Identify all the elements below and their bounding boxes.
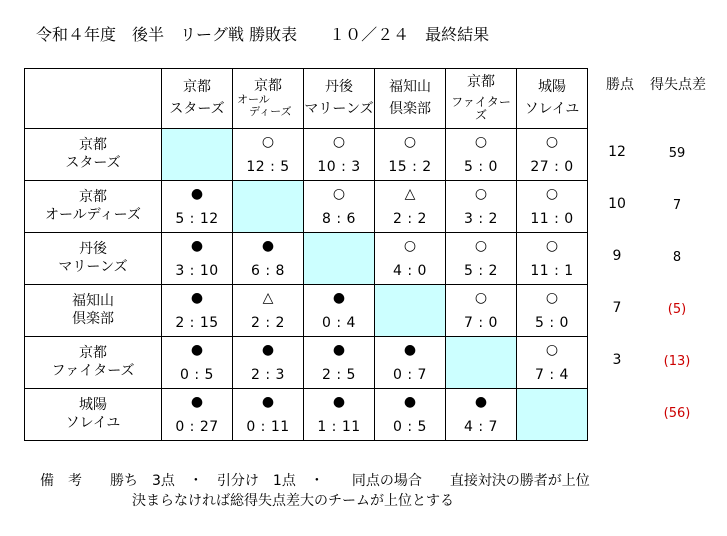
- result-cell: [304, 129, 375, 181]
- table-row: [25, 233, 588, 285]
- diagonal-cell: [162, 129, 233, 181]
- row-team-name: 城陽 ソレイユ: [25, 389, 162, 441]
- result-cell: [517, 181, 588, 233]
- result-cell: [304, 181, 375, 233]
- result-cell: [446, 285, 517, 337]
- score-text: 1 : 11: [317, 418, 361, 435]
- col-header: 京都 ファイターズ: [446, 69, 517, 129]
- score-text: 2 : 5: [322, 366, 356, 383]
- points-value: 12: [608, 144, 626, 160]
- row-team-name: 京都 スターズ: [25, 129, 162, 181]
- corner-cell: [25, 69, 162, 129]
- score-text: 8 : 6: [322, 210, 356, 227]
- row-team-name: 福知山 倶楽部: [25, 285, 162, 337]
- result-cell: [375, 389, 446, 441]
- points-header: 勝点: [606, 77, 634, 93]
- diff-value: (56): [663, 406, 691, 421]
- result-cell: [517, 337, 588, 389]
- diff-value: 7: [672, 198, 682, 213]
- result-symbol: ○: [474, 134, 488, 150]
- result-cell: [162, 233, 233, 285]
- league-table: [24, 68, 588, 441]
- score-text: 0 : 27: [175, 418, 219, 435]
- table-row: [25, 285, 588, 337]
- result-cell: [233, 233, 304, 285]
- result-cell: [304, 337, 375, 389]
- note-line-1: 備 考 勝ち 3点 ・ 引分け 1点 ・ 同点の場合 直接対決の勝者が上位: [40, 473, 590, 489]
- score-text: 3 : 10: [175, 262, 219, 279]
- result-symbol: ●: [190, 238, 204, 254]
- result-symbol: ○: [403, 134, 417, 150]
- score-text: 0 : 11: [246, 418, 290, 435]
- result-cell: [233, 129, 304, 181]
- score-text: 2 : 2: [251, 314, 285, 331]
- header-row: [25, 69, 588, 129]
- score-text: 0 : 4: [322, 314, 356, 331]
- result-cell: [446, 181, 517, 233]
- result-symbol: △: [404, 186, 416, 202]
- result-cell: [446, 233, 517, 285]
- result-cell: [304, 285, 375, 337]
- score-text: 11 : 1: [530, 262, 574, 279]
- result-symbol: ●: [190, 186, 204, 202]
- score-text: 7 : 4: [535, 366, 569, 383]
- result-symbol: ○: [545, 290, 559, 306]
- result-symbol: ●: [261, 238, 275, 254]
- result-symbol: ○: [545, 238, 559, 254]
- diff-value: (13): [663, 354, 691, 369]
- result-cell: [233, 337, 304, 389]
- table-row: [25, 129, 588, 181]
- result-symbol: ○: [545, 134, 559, 150]
- result-cell: [517, 285, 588, 337]
- points-value: 9: [612, 248, 622, 264]
- score-text: 6 : 8: [251, 262, 285, 279]
- result-symbol: ○: [332, 134, 346, 150]
- result-cell: [304, 389, 375, 441]
- result-cell: [375, 181, 446, 233]
- result-symbol: ○: [403, 238, 417, 254]
- row-team-name: 京都 ファイターズ: [25, 337, 162, 389]
- result-symbol: ●: [474, 394, 488, 410]
- row-team-name: 京都 オールディーズ: [25, 181, 162, 233]
- page-title: 令和４年度 後半 リーグ戦 勝敗表 １０／２４ 最終結果: [36, 25, 490, 44]
- result-symbol: ●: [261, 394, 275, 410]
- result-symbol: ●: [190, 290, 204, 306]
- score-text: 12 : 5: [246, 158, 290, 175]
- result-cell: [517, 233, 588, 285]
- diagonal-cell: [517, 389, 588, 441]
- result-symbol: ●: [332, 342, 346, 358]
- score-text: 5 : 2: [464, 262, 498, 279]
- score-text: 10 : 3: [317, 158, 361, 175]
- col-header: 福知山 倶楽部: [375, 69, 446, 129]
- result-cell: [446, 129, 517, 181]
- score-text: 4 : 0: [393, 262, 427, 279]
- result-cell: [162, 389, 233, 441]
- result-symbol: ●: [403, 342, 417, 358]
- result-cell: [375, 337, 446, 389]
- diff-value: (5): [667, 302, 687, 317]
- score-text: 0 : 5: [180, 366, 214, 383]
- result-cell: [162, 285, 233, 337]
- score-text: 15 : 2: [388, 158, 432, 175]
- col-header: 京都 オール ディーズ: [233, 69, 304, 129]
- result-symbol: ○: [332, 186, 346, 202]
- col-header: 丹後 マリーンズ: [304, 69, 375, 129]
- score-text: 5 : 0: [535, 314, 569, 331]
- result-symbol: ○: [261, 134, 275, 150]
- col-header: 京都 スターズ: [162, 69, 233, 129]
- result-symbol: ●: [332, 394, 346, 410]
- score-text: 4 : 7: [464, 418, 498, 435]
- table-row: [25, 181, 588, 233]
- result-symbol: ●: [261, 342, 275, 358]
- result-symbol: ○: [545, 342, 559, 358]
- diagonal-cell: [304, 233, 375, 285]
- result-cell: [233, 389, 304, 441]
- score-text: 5 : 0: [464, 158, 498, 175]
- diff-header: 得失点差: [650, 77, 706, 93]
- result-symbol: ●: [190, 394, 204, 410]
- points-value: 3: [612, 352, 622, 368]
- col-header: 城陽 ソレイユ: [517, 69, 588, 129]
- score-text: 27 : 0: [530, 158, 574, 175]
- result-symbol: ○: [545, 186, 559, 202]
- table-row: [25, 337, 588, 389]
- result-cell: [375, 233, 446, 285]
- points-value: 7: [612, 300, 622, 316]
- result-symbol: ○: [474, 238, 488, 254]
- score-text: 0 : 7: [393, 366, 427, 383]
- score-text: 7 : 0: [464, 314, 498, 331]
- score-text: 5 : 12: [175, 210, 219, 227]
- diagonal-cell: [446, 337, 517, 389]
- diagonal-cell: [233, 181, 304, 233]
- result-cell: [375, 129, 446, 181]
- diff-value: 8: [672, 250, 682, 265]
- points-value: 10: [608, 196, 626, 212]
- result-cell: [162, 181, 233, 233]
- result-cell: [233, 285, 304, 337]
- score-text: 2 : 2: [393, 210, 427, 227]
- result-symbol: ●: [403, 394, 417, 410]
- result-cell: [446, 389, 517, 441]
- score-text: 11 : 0: [530, 210, 574, 227]
- note-line-2: 決まらなければ総得失点差大のチームが上位とする: [132, 493, 454, 509]
- result-symbol: ○: [474, 290, 488, 306]
- score-text: 2 : 15: [175, 314, 219, 331]
- result-cell: [517, 129, 588, 181]
- table-row: [25, 389, 588, 441]
- diff-value: 59: [668, 146, 686, 161]
- score-text: 0 : 5: [393, 418, 427, 435]
- result-symbol: ○: [474, 186, 488, 202]
- diagonal-cell: [375, 285, 446, 337]
- score-text: 3 : 2: [464, 210, 498, 227]
- row-team-name: 丹後 マリーンズ: [25, 233, 162, 285]
- result-symbol: △: [262, 290, 274, 306]
- result-symbol: ●: [190, 342, 204, 358]
- result-cell: [162, 337, 233, 389]
- score-text: 2 : 3: [251, 366, 285, 383]
- result-symbol: ●: [332, 290, 346, 306]
